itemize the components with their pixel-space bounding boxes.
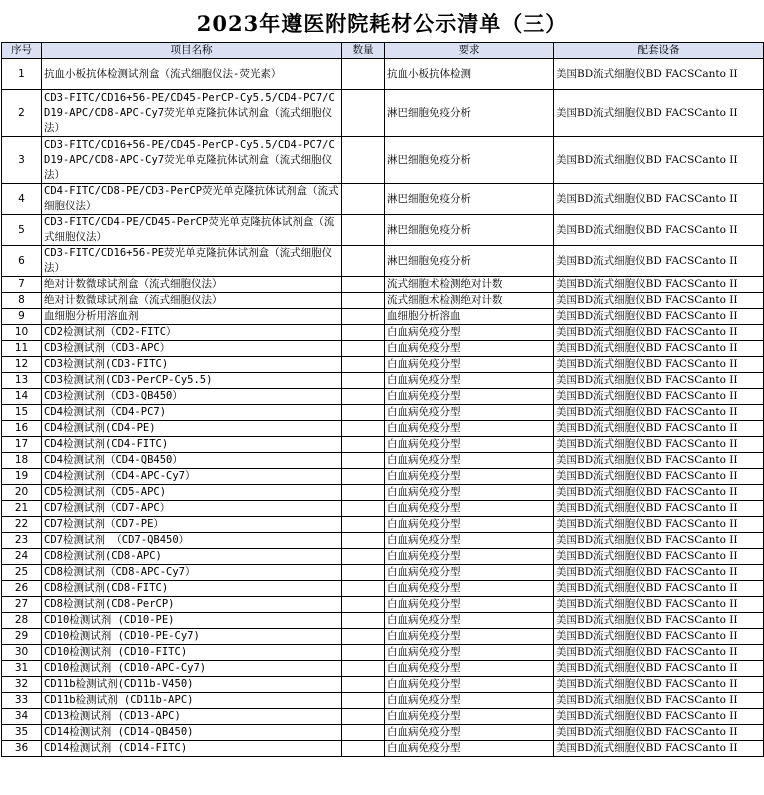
row-equipment-cell[interactable]: 美国BD流式细胞仪BD FACSCanto II: [554, 597, 764, 613]
row-requirement-cell[interactable]: 白血病免疫分型: [385, 517, 554, 533]
header-seq[interactable]: 序号: [2, 43, 42, 59]
row-quantity-cell[interactable]: [342, 693, 385, 709]
row-quantity-cell[interactable]: [342, 357, 385, 373]
table-row: [2, 725, 764, 741]
row-item-name-cell[interactable]: CD7检测试剂 （CD7-QB450）: [42, 533, 342, 549]
row-requirement-cell[interactable]: 白血病免疫分型: [385, 613, 554, 629]
page-title: 2023年遵医附院耗材公示清单（三）: [196, 11, 568, 36]
table-row: [2, 373, 764, 389]
row-item-name-cell[interactable]: CD3检测试剂（CD3-QB450）: [42, 389, 342, 405]
row-equipment-cell[interactable]: 美国BD流式细胞仪BD FACSCanto II: [554, 469, 764, 485]
row-seq-cell[interactable]: 19: [2, 469, 42, 485]
row-equipment-cell[interactable]: 美国BD流式细胞仪BD FACSCanto II: [554, 453, 764, 469]
header-item-name[interactable]: 项目名称: [42, 43, 342, 59]
row-requirement-cell[interactable]: 白血病免疫分型: [385, 389, 554, 405]
row-item-name-cell[interactable]: CD7检测试剂（CD7-PE）: [42, 517, 342, 533]
row-requirement-cell[interactable]: 白血病免疫分型: [385, 485, 554, 501]
row-requirement-cell[interactable]: 白血病免疫分型: [385, 741, 554, 757]
row-quantity-cell[interactable]: [342, 277, 385, 293]
row-requirement-cell[interactable]: 白血病免疫分型: [385, 341, 554, 357]
row-item-name-cell[interactable]: CD3-FITC/CD4-PE/CD45-PerCP荧光单克隆抗体试剂盒（流式细胞仪法）: [42, 215, 342, 246]
row-quantity-cell[interactable]: [342, 501, 385, 517]
row-seq-cell[interactable]: 29: [2, 629, 42, 645]
table-row: [2, 184, 764, 215]
row-equipment-cell[interactable]: 美国BD流式细胞仪BD FACSCanto II: [554, 629, 764, 645]
row-seq-cell[interactable]: 35: [2, 725, 42, 741]
row-seq-cell[interactable]: 5: [2, 215, 42, 246]
row-requirement-cell[interactable]: 流式细胞术检测绝对计数: [385, 293, 554, 309]
row-item-name-cell[interactable]: 血细胞分析用溶血剂: [42, 309, 342, 325]
row-quantity-cell[interactable]: [342, 469, 385, 485]
table-row: [2, 453, 764, 469]
row-seq-cell[interactable]: 3: [2, 137, 42, 184]
row-quantity-cell[interactable]: [342, 677, 385, 693]
row-equipment-cell[interactable]: 美国BD流式细胞仪BD FACSCanto II: [554, 533, 764, 549]
table-body: [2, 59, 764, 757]
row-quantity-cell[interactable]: [342, 293, 385, 309]
row-seq-cell[interactable]: 4: [2, 184, 42, 215]
row-seq-cell[interactable]: 31: [2, 661, 42, 677]
row-item-name-cell[interactable]: CD4检测试剂（CD4-PC7): [42, 405, 342, 421]
row-seq-cell[interactable]: 14: [2, 389, 42, 405]
row-quantity-cell[interactable]: [342, 661, 385, 677]
row-requirement-cell[interactable]: 白血病免疫分型: [385, 645, 554, 661]
row-quantity-cell[interactable]: [342, 137, 385, 184]
row-quantity-cell[interactable]: [342, 246, 385, 277]
row-seq-cell[interactable]: 33: [2, 693, 42, 709]
table-row: [2, 709, 764, 725]
row-item-name-cell[interactable]: CD11b检测试剂 (CD11b-APC): [42, 693, 342, 709]
row-quantity-cell[interactable]: [342, 389, 385, 405]
row-seq-cell[interactable]: 17: [2, 437, 42, 453]
row-quantity-cell[interactable]: [342, 613, 385, 629]
row-requirement-cell[interactable]: 白血病免疫分型: [385, 325, 554, 341]
row-item-name-cell[interactable]: CD8检测试剂(CD8-APC): [42, 549, 342, 565]
row-equipment-cell[interactable]: 美国BD流式细胞仪BD FACSCanto II: [554, 246, 764, 277]
row-quantity-cell[interactable]: [342, 629, 385, 645]
row-equipment-cell[interactable]: 美国BD流式细胞仪BD FACSCanto II: [554, 373, 764, 389]
row-equipment-cell[interactable]: 美国BD流式细胞仪BD FACSCanto II: [554, 389, 764, 405]
row-requirement-cell[interactable]: 白血病免疫分型: [385, 421, 554, 437]
row-seq-cell[interactable]: 13: [2, 373, 42, 389]
row-item-name-cell[interactable]: CD14检测试剂 (CD14-QB450): [42, 725, 342, 741]
row-seq-cell[interactable]: 26: [2, 581, 42, 597]
row-seq-cell[interactable]: 32: [2, 677, 42, 693]
row-requirement-cell[interactable]: 淋巴细胞免疫分析: [385, 137, 554, 184]
row-requirement-cell[interactable]: 白血病免疫分型: [385, 661, 554, 677]
row-equipment-cell[interactable]: 美国BD流式细胞仪BD FACSCanto II: [554, 613, 764, 629]
row-requirement-cell[interactable]: 白血病免疫分型: [385, 453, 554, 469]
row-quantity-cell[interactable]: [342, 341, 385, 357]
table-row: [2, 533, 764, 549]
table-row: [2, 661, 764, 677]
row-quantity-cell[interactable]: [342, 325, 385, 341]
table-row: [2, 325, 764, 341]
table-row: [2, 469, 764, 485]
row-seq-cell[interactable]: 24: [2, 549, 42, 565]
table-row: [2, 517, 764, 533]
row-quantity-cell[interactable]: [342, 645, 385, 661]
row-equipment-cell[interactable]: 美国BD流式细胞仪BD FACSCanto II: [554, 277, 764, 293]
row-requirement-cell[interactable]: 流式细胞术检测绝对计数: [385, 277, 554, 293]
row-equipment-cell[interactable]: 美国BD流式细胞仪BD FACSCanto II: [554, 59, 764, 90]
row-seq-cell[interactable]: 30: [2, 645, 42, 661]
table-row: [2, 341, 764, 357]
row-item-name-cell[interactable]: CD10检测试剂 (CD10-FITC): [42, 645, 342, 661]
row-requirement-cell[interactable]: 血细胞分析溶血: [385, 309, 554, 325]
table-row: [2, 137, 764, 184]
table-row: [2, 389, 764, 405]
row-equipment-cell[interactable]: 美国BD流式细胞仪BD FACSCanto II: [554, 325, 764, 341]
header-equipment[interactable]: 配套设备: [554, 43, 764, 59]
row-requirement-cell[interactable]: 白血病免疫分型: [385, 629, 554, 645]
row-equipment-cell[interactable]: 美国BD流式细胞仪BD FACSCanto II: [554, 341, 764, 357]
table-row: [2, 565, 764, 581]
row-requirement-cell[interactable]: 白血病免疫分型: [385, 677, 554, 693]
row-item-name-cell[interactable]: CD10检测试剂 (CD10-PE): [42, 613, 342, 629]
row-requirement-cell[interactable]: 白血病免疫分型: [385, 437, 554, 453]
row-item-name-cell[interactable]: CD3检测试剂(CD3-FITC): [42, 357, 342, 373]
row-seq-cell[interactable]: 11: [2, 341, 42, 357]
row-equipment-cell[interactable]: 美国BD流式细胞仪BD FACSCanto II: [554, 693, 764, 709]
row-item-name-cell[interactable]: CD2检测试剂（CD2-FITC）: [42, 325, 342, 341]
row-quantity-cell[interactable]: [342, 581, 385, 597]
row-quantity-cell[interactable]: [342, 184, 385, 215]
row-quantity-cell[interactable]: [342, 90, 385, 137]
row-equipment-cell[interactable]: 美国BD流式细胞仪BD FACSCanto II: [554, 215, 764, 246]
row-seq-cell[interactable]: 36: [2, 741, 42, 757]
row-equipment-cell[interactable]: 美国BD流式细胞仪BD FACSCanto II: [554, 661, 764, 677]
row-equipment-cell[interactable]: 美国BD流式细胞仪BD FACSCanto II: [554, 485, 764, 501]
row-quantity-cell[interactable]: [342, 517, 385, 533]
row-requirement-cell[interactable]: 白血病免疫分型: [385, 373, 554, 389]
row-equipment-cell[interactable]: 美国BD流式细胞仪BD FACSCanto II: [554, 293, 764, 309]
table-row: [2, 90, 764, 137]
row-item-name-cell[interactable]: CD10检测试剂 (CD10-APC-Cy7): [42, 661, 342, 677]
row-equipment-cell[interactable]: 美国BD流式细胞仪BD FACSCanto II: [554, 90, 764, 137]
row-item-name-cell[interactable]: CD4检测试剂(CD4-PE): [42, 421, 342, 437]
header-quantity[interactable]: 数量: [342, 43, 385, 59]
row-quantity-cell[interactable]: [342, 485, 385, 501]
row-requirement-cell[interactable]: 淋巴细胞免疫分析: [385, 90, 554, 137]
row-equipment-cell[interactable]: 美国BD流式细胞仪BD FACSCanto II: [554, 565, 764, 581]
table-row: [2, 597, 764, 613]
row-item-name-cell[interactable]: CD14检测试剂 (CD14-FITC): [42, 741, 342, 757]
row-equipment-cell[interactable]: 美国BD流式细胞仪BD FACSCanto II: [554, 137, 764, 184]
row-seq-cell[interactable]: 16: [2, 421, 42, 437]
row-quantity-cell[interactable]: [342, 373, 385, 389]
row-equipment-cell[interactable]: 美国BD流式细胞仪BD FACSCanto II: [554, 645, 764, 661]
row-requirement-cell[interactable]: 白血病免疫分型: [385, 501, 554, 517]
row-equipment-cell[interactable]: 美国BD流式细胞仪BD FACSCanto II: [554, 184, 764, 215]
row-quantity-cell[interactable]: [342, 597, 385, 613]
row-item-name-cell[interactable]: CD3-FITC/CD16+56-PE/CD45-PerCP-Cy5.5/CD4-PC7/CD19-APC/CD8-APC-Cy7荧光单克隆抗体试剂盒（流式细胞仪法）: [42, 90, 342, 137]
table-row: [2, 59, 764, 90]
table-row: [2, 277, 764, 293]
table-row: [2, 293, 764, 309]
row-seq-cell[interactable]: 10: [2, 325, 42, 341]
row-equipment-cell[interactable]: 美国BD流式细胞仪BD FACSCanto II: [554, 421, 764, 437]
row-equipment-cell[interactable]: 美国BD流式细胞仪BD FACSCanto II: [554, 725, 764, 741]
row-equipment-cell[interactable]: 美国BD流式细胞仪BD FACSCanto II: [554, 309, 764, 325]
table-row: [2, 677, 764, 693]
row-requirement-cell[interactable]: 白血病免疫分型: [385, 533, 554, 549]
row-item-name-cell[interactable]: CD11b检测试剂(CD11b-V450): [42, 677, 342, 693]
row-seq-cell[interactable]: 22: [2, 517, 42, 533]
row-seq-cell[interactable]: 20: [2, 485, 42, 501]
sheet-top-strip: [0, 0, 764, 6]
row-item-name-cell[interactable]: CD3检测试剂(CD3-PerCP-Cy5.5): [42, 373, 342, 389]
row-seq-cell[interactable]: 2: [2, 90, 42, 137]
consumables-table: [1, 42, 764, 757]
row-equipment-cell[interactable]: 美国BD流式细胞仪BD FACSCanto II: [554, 517, 764, 533]
row-requirement-cell[interactable]: 白血病免疫分型: [385, 405, 554, 421]
row-seq-cell[interactable]: 34: [2, 709, 42, 725]
row-quantity-cell[interactable]: [342, 709, 385, 725]
row-seq-cell[interactable]: 9: [2, 309, 42, 325]
row-quantity-cell[interactable]: [342, 725, 385, 741]
row-item-name-cell[interactable]: CD8检测试剂(CD8-PerCP): [42, 597, 342, 613]
table-row: [2, 246, 764, 277]
table-row: [2, 693, 764, 709]
row-equipment-cell[interactable]: 美国BD流式细胞仪BD FACSCanto II: [554, 741, 764, 757]
row-quantity-cell[interactable]: [342, 437, 385, 453]
row-seq-cell[interactable]: 1: [2, 59, 42, 90]
row-item-name-cell[interactable]: CD8检测试剂(CD8-FITC): [42, 581, 342, 597]
table-row: [2, 629, 764, 645]
table-row: [2, 549, 764, 565]
table-row: [2, 405, 764, 421]
row-item-name-cell[interactable]: 绝对计数微球试剂盒（流式细胞仪法）: [42, 277, 342, 293]
row-equipment-cell[interactable]: 美国BD流式细胞仪BD FACSCanto II: [554, 549, 764, 565]
table-row: [2, 501, 764, 517]
row-item-name-cell[interactable]: CD4检测试剂(CD4-FITC): [42, 437, 342, 453]
row-item-name-cell[interactable]: CD7检测试剂（CD7-APC）: [42, 501, 342, 517]
table-row: [2, 741, 764, 757]
row-quantity-cell[interactable]: [342, 421, 385, 437]
row-requirement-cell[interactable]: 白血病免疫分型: [385, 597, 554, 613]
table-row: [2, 645, 764, 661]
row-item-name-cell[interactable]: CD4检测试剂（CD4-QB450）: [42, 453, 342, 469]
row-equipment-cell[interactable]: 美国BD流式细胞仪BD FACSCanto II: [554, 501, 764, 517]
row-requirement-cell[interactable]: 白血病免疫分型: [385, 709, 554, 725]
row-requirement-cell[interactable]: 白血病免疫分型: [385, 693, 554, 709]
table-row: [2, 581, 764, 597]
row-quantity-cell[interactable]: [342, 741, 385, 757]
row-requirement-cell[interactable]: 淋巴细胞免疫分析: [385, 184, 554, 215]
header-requirement[interactable]: 要求: [385, 43, 554, 59]
row-quantity-cell[interactable]: [342, 549, 385, 565]
row-quantity-cell[interactable]: [342, 215, 385, 246]
table-row: [2, 485, 764, 501]
row-equipment-cell[interactable]: 美国BD流式细胞仪BD FACSCanto II: [554, 709, 764, 725]
row-item-name-cell[interactable]: CD13检测试剂 (CD13-APC): [42, 709, 342, 725]
row-requirement-cell[interactable]: 淋巴细胞免疫分析: [385, 215, 554, 246]
row-seq-cell[interactable]: 28: [2, 613, 42, 629]
row-quantity-cell[interactable]: [342, 405, 385, 421]
row-requirement-cell[interactable]: 抗血小板抗体检测: [385, 59, 554, 90]
row-seq-cell[interactable]: 12: [2, 357, 42, 373]
row-quantity-cell[interactable]: [342, 565, 385, 581]
row-equipment-cell[interactable]: 美国BD流式细胞仪BD FACSCanto II: [554, 581, 764, 597]
row-seq-cell[interactable]: 25: [2, 565, 42, 581]
row-quantity-cell[interactable]: [342, 59, 385, 90]
row-seq-cell[interactable]: 23: [2, 533, 42, 549]
row-item-name-cell[interactable]: CD4-FITC/CD8-PE/CD3-PerCP荧光单克隆抗体试剂盒（流式细胞仪法）: [42, 184, 342, 215]
row-item-name-cell[interactable]: CD3-FITC/CD16+56-PE荧光单克隆抗体试剂盒（流式细胞仪法）: [42, 246, 342, 277]
row-item-name-cell[interactable]: CD4检测试剂（CD4-APC-Cy7）: [42, 469, 342, 485]
table-row: [2, 421, 764, 437]
table-row: [2, 215, 764, 246]
header-row: [2, 43, 764, 59]
row-item-name-cell[interactable]: 绝对计数微球试剂盒（流式细胞仪法）: [42, 293, 342, 309]
row-requirement-cell[interactable]: 白血病免疫分型: [385, 725, 554, 741]
row-equipment-cell[interactable]: 美国BD流式细胞仪BD FACSCanto II: [554, 437, 764, 453]
row-item-name-cell[interactable]: CD10检测试剂 (CD10-PE-Cy7): [42, 629, 342, 645]
row-equipment-cell[interactable]: 美国BD流式细胞仪BD FACSCanto II: [554, 357, 764, 373]
row-equipment-cell[interactable]: 美国BD流式细胞仪BD FACSCanto II: [554, 405, 764, 421]
row-requirement-cell[interactable]: 白血病免疫分型: [385, 357, 554, 373]
table-row: [2, 357, 764, 373]
row-seq-cell[interactable]: 8: [2, 293, 42, 309]
row-item-name-cell[interactable]: CD5检测试剂（CD5-APC): [42, 485, 342, 501]
row-seq-cell[interactable]: 7: [2, 277, 42, 293]
table-row: [2, 437, 764, 453]
row-item-name-cell[interactable]: CD3-FITC/CD16+56-PE/CD45-PerCP-Cy5.5/CD4-PC7/CD19-APC/CD8-APC-Cy7荧光单克隆抗体试剂盒（流式细胞仪法）: [42, 137, 342, 184]
row-equipment-cell[interactable]: 美国BD流式细胞仪BD FACSCanto II: [554, 677, 764, 693]
table-row: [2, 613, 764, 629]
row-item-name-cell[interactable]: CD3检测试剂（CD3-APC）: [42, 341, 342, 357]
row-requirement-cell[interactable]: 淋巴细胞免疫分析: [385, 246, 554, 277]
row-seq-cell[interactable]: 27: [2, 597, 42, 613]
row-seq-cell[interactable]: 21: [2, 501, 42, 517]
row-seq-cell[interactable]: 18: [2, 453, 42, 469]
row-seq-cell[interactable]: 6: [2, 246, 42, 277]
row-quantity-cell[interactable]: [342, 309, 385, 325]
row-requirement-cell[interactable]: 白血病免疫分型: [385, 549, 554, 565]
row-quantity-cell[interactable]: [342, 533, 385, 549]
row-item-name-cell[interactable]: 抗血小板抗体检测试剂盒（流式细胞仪法-荧光素）: [42, 59, 342, 90]
row-item-name-cell[interactable]: CD8检测试剂（CD8-APC-Cy7）: [42, 565, 342, 581]
row-seq-cell[interactable]: 15: [2, 405, 42, 421]
row-quantity-cell[interactable]: [342, 453, 385, 469]
row-requirement-cell[interactable]: 白血病免疫分型: [385, 581, 554, 597]
row-requirement-cell[interactable]: 白血病免疫分型: [385, 469, 554, 485]
row-requirement-cell[interactable]: 白血病免疫分型: [385, 565, 554, 581]
table-row: [2, 309, 764, 325]
